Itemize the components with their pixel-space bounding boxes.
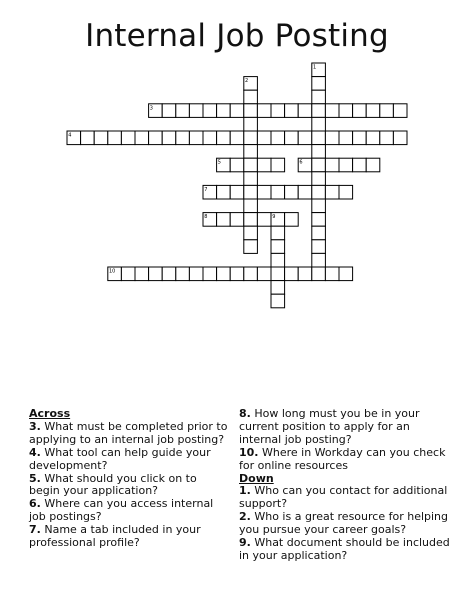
grid-cell[interactable] [298,104,312,118]
clue-text: Name a tab included in your professional profile? [29,523,201,550]
grid-cell[interactable] [244,117,258,131]
grid-cell[interactable] [285,185,299,199]
grid-cell[interactable] [203,104,217,118]
grid-cell[interactable] [176,131,190,145]
grid-cell[interactable] [230,213,244,227]
grid-cell[interactable] [380,104,394,118]
grid-cell[interactable] [230,131,244,145]
grid-cell[interactable] [176,104,190,118]
grid-cell[interactable] [244,145,258,159]
grid-cell[interactable] [325,158,339,172]
clue-number-label: 10 [109,268,116,275]
grid-cell[interactable] [217,213,231,227]
clue-across-5 [29,473,229,499]
grid-cell[interactable] [244,172,258,186]
grid-cell[interactable] [244,226,258,240]
clue-number-label: 6 [299,159,303,166]
clue-number: 2. [239,510,251,524]
grid-cell[interactable] [298,185,312,199]
clue-number-label: 4 [68,132,72,139]
clue-text: What tool can help guide your development? [29,445,211,472]
grid-cell[interactable] [285,267,299,281]
grid-cell[interactable] [257,158,271,172]
grid-cell[interactable] [149,267,163,281]
grid-cell[interactable] [244,267,258,281]
clue-number-label: 8 [204,214,208,221]
clue-number-label: 7 [204,186,208,193]
clue-text: What should you click on to begin your application? [29,471,197,498]
grid-cell[interactable] [380,131,394,145]
grid-cell[interactable] [257,213,271,227]
grid-cell[interactable] [312,240,326,254]
grid-cell[interactable] [217,104,231,118]
grid-cell[interactable] [271,240,285,254]
grid-cell[interactable] [271,253,285,267]
grid-cell[interactable] [285,213,299,227]
grid-cell[interactable] [393,131,407,145]
grid-cell[interactable] [366,131,380,145]
clue-number-label: 5 [217,159,221,166]
grid-cell[interactable] [230,158,244,172]
grid-cell[interactable] [230,104,244,118]
clue-number-label: 9 [272,214,276,221]
clue-number-label: 1 [313,64,317,71]
grid-cell[interactable] [312,104,326,118]
grid-cell[interactable] [325,267,339,281]
grid-cell[interactable] [217,185,231,199]
grid-cell[interactable] [298,131,312,145]
clue-down-2 [239,511,454,537]
clue-number-label: 2 [245,78,249,85]
clue-text: How long must you be in your current position to apply for an internal job posting? [239,407,420,446]
grid-cell[interactable] [257,131,271,145]
grid-cell[interactable] [162,267,176,281]
grid-cell[interactable] [271,267,285,281]
grid-cell[interactable] [339,185,353,199]
grid-cell[interactable] [257,104,271,118]
clue-number: 9. [239,536,251,550]
grid-cell[interactable] [162,131,176,145]
grid-cell[interactable] [353,104,367,118]
clue-number: 5. [29,471,41,485]
grid-cell[interactable] [312,90,326,104]
clue-down-9 [239,537,454,563]
grid-cell[interactable] [244,240,258,254]
grid-cell[interactable] [189,131,203,145]
grid-cell[interactable] [312,117,326,131]
grid-cell[interactable] [325,131,339,145]
grid-cell[interactable] [339,104,353,118]
clue-text: Who is a great resource for helping you pursue your career goals? [239,510,449,537]
clue-across-7 [29,524,229,550]
grid-cell[interactable] [244,131,258,145]
clue-down-1 [239,485,454,511]
grid-cell[interactable] [108,131,122,145]
grid-cell[interactable] [312,77,326,91]
grid-cell[interactable] [135,267,149,281]
grid-cell[interactable] [244,104,258,118]
clues-right-column [239,408,454,563]
grid-cell[interactable] [189,104,203,118]
grid-cell[interactable] [203,267,217,281]
grid-cell[interactable] [312,253,326,267]
clue-across-3 [29,421,229,447]
down-heading: Down [239,471,274,485]
grid-cell[interactable] [325,185,339,199]
clue-text: Where in Workday can you check for online resources [239,445,446,472]
grid-cell[interactable] [312,199,326,213]
grid-cell[interactable] [244,185,258,199]
grid-cell[interactable] [353,158,367,172]
clue-text: Where can you access internal job postings? [29,497,214,524]
grid-cell[interactable] [312,172,326,186]
grid-cell[interactable] [339,131,353,145]
grid-cell[interactable] [189,267,203,281]
grid-cell[interactable] [121,267,135,281]
clue-across-10 [239,447,454,473]
clue-number: 7. [29,523,41,537]
clue-number: 1. [239,484,251,498]
clue-text: What must be completed prior to applying to an internal job posting? [29,419,228,446]
across-heading: Across [29,407,71,420]
grid-cell[interactable] [298,267,312,281]
grid-cell[interactable] [121,131,135,145]
grid-cell[interactable] [271,104,285,118]
clue-text: Who can you contact for additional support? [239,484,448,511]
clue-across-4 [29,447,229,473]
grid-cell[interactable] [257,267,271,281]
grid-cell[interactable] [312,226,326,240]
grid-cell[interactable] [393,104,407,118]
grid-cell[interactable] [203,131,217,145]
grid-cell[interactable] [271,131,285,145]
grid-cell[interactable] [325,104,339,118]
grid-cell[interactable] [81,131,95,145]
grid-cell[interactable] [271,281,285,295]
grid-cell[interactable] [312,158,326,172]
grid-cell[interactable] [312,131,326,145]
grid-cell[interactable] [271,226,285,240]
clue-number: 3. [29,419,41,433]
grid-cell[interactable] [162,104,176,118]
grid-cell[interactable] [244,158,258,172]
grid-cell[interactable] [244,199,258,213]
grid-cell[interactable] [312,213,326,227]
grid-cell[interactable] [230,185,244,199]
grid-cell[interactable] [312,185,326,199]
grid-cell[interactable] [271,185,285,199]
grid-cell[interactable] [312,267,326,281]
grid-cell[interactable] [339,158,353,172]
clue-text: What document should be included in your application? [239,536,450,562]
grid-cell[interactable] [230,267,244,281]
grid-cell[interactable] [135,131,149,145]
grid-cell[interactable] [312,145,326,159]
grid-cell[interactable] [244,213,258,227]
page-title: Internal Job Posting [85,18,389,54]
clue-number: 10. [239,445,259,459]
grid-cell[interactable] [176,267,190,281]
grid-cell[interactable] [149,131,163,145]
clue-number: 6. [29,497,41,511]
clues-left-column [29,408,229,550]
grid-cell[interactable] [244,90,258,104]
grid-cell[interactable] [366,104,380,118]
grid-cell[interactable] [257,185,271,199]
clue-across-6 [29,498,229,524]
clue-across-8 [239,408,454,447]
grid-cell[interactable] [285,131,299,145]
clue-number-label: 3 [149,105,153,112]
grid-cell[interactable] [217,131,231,145]
grid-cell[interactable] [271,294,285,308]
clue-number: 8. [239,407,251,420]
grid-cell[interactable] [94,131,108,145]
grid-cell[interactable] [217,267,231,281]
grid-cell[interactable] [339,267,353,281]
grid-cell[interactable] [285,104,299,118]
grid-cell[interactable] [353,131,367,145]
clue-number: 4. [29,445,41,459]
grid-cell[interactable] [366,158,380,172]
grid-cell[interactable] [271,158,285,172]
